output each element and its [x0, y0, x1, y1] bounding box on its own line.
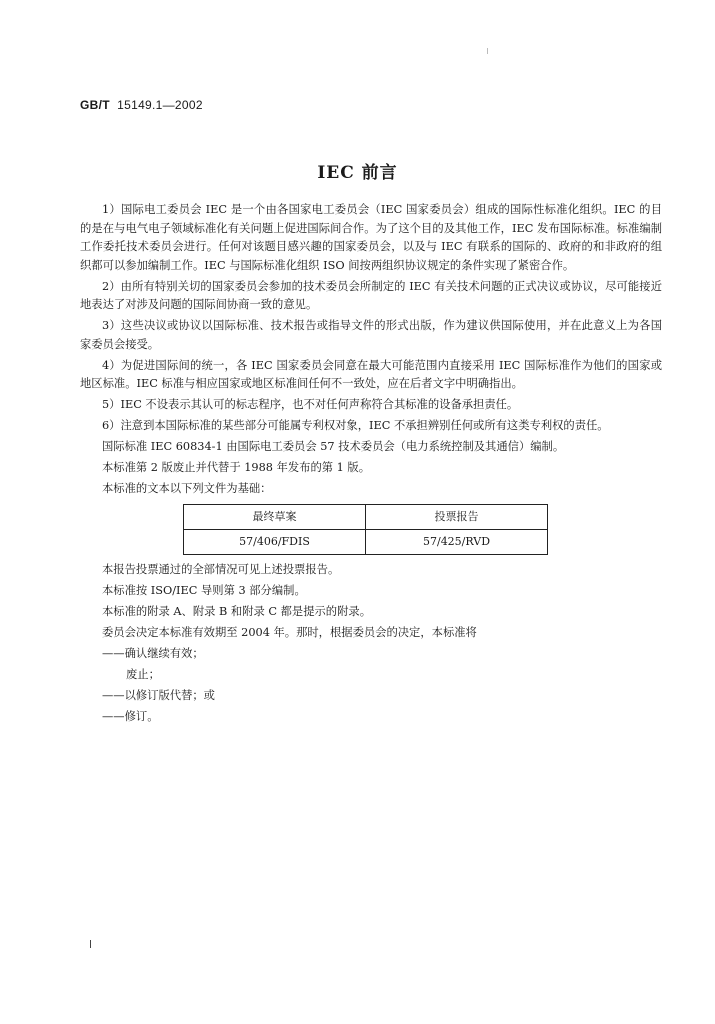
paragraph-3: 3）这些决议或协议以国际标准、技术报告或指导文件的形式出版，作为建议供国际使用，并在此意义上为各国家委员会接受。: [80, 319, 662, 351]
page-title: IEC 前言: [317, 163, 398, 183]
table-header-cell: 投票报告: [366, 505, 548, 530]
table-row: [184, 530, 548, 555]
paragraph-6: 6）注意到本国际标准的某些部分可能属专利权对象，IEC 不承担辨别任何或所有这类专利权的责任。: [102, 419, 609, 433]
paragraph-1: 1）国际电工委员会 IEC 是一个由各国家电工委员会（IEC 国家委员会）组成的国际性标准化组织。IEC 的目的是在与电气电子领域标准化有关问题上促进国际间合作。为了这个目的及其他工作，IEC 发布国际标准。标准编制工作委托技术委员会进行。任何对该题目感兴趣的国家委员会，以及与 IEC 有联系的国际的、政府的和非政府的组织都可以参加编制工作。IEC 与国际标准化组织 ISO 间按两组织协议规定的条件实现了紧密合作。: [80, 203, 662, 272]
standard-number: 15149.1—2002: [117, 98, 203, 112]
option-confirm: ——确认继续有效；: [102, 646, 204, 660]
table-cell: 57/406/FDIS: [184, 530, 366, 555]
table-cell: 57/425/RVD: [366, 530, 548, 555]
paragraph-9: 本标准的文本以下列文件为基础：: [102, 481, 272, 495]
scan-mark: [90, 940, 91, 948]
option-amend: ——修订。: [102, 709, 159, 723]
paragraph-8: 本标准第 2 版废止并代替于 1988 年发布的第 1 版。: [102, 460, 371, 474]
directive-note: 本标准按 ISO/IEC 导则第 3 部分编制。: [102, 584, 306, 598]
table-header-cell: 最终草案: [184, 505, 366, 530]
annex-note: 本标准的附录 A、附录 B 和附录 C 都是提示的附录。: [102, 605, 371, 619]
scan-mark: [487, 48, 488, 54]
option-replace: ——以修订版代替；或: [102, 688, 215, 702]
document-basis-table: [183, 504, 548, 555]
paragraph-2: 2）由所有特别关切的国家委员会参加的技术委员会所制定的 IEC 有关技术问题的正式决议或协议，尽可能接近地表达了对涉及问题的国际间协商一致的意见。: [80, 279, 662, 312]
voting-note: 本报告投票通过的全部情况可见上述投票报告。: [102, 563, 340, 577]
paragraph-5: 5）IEC 不设表示其认可的标志程序，也不对任何声称符合其标准的设备承担责任。: [102, 398, 519, 412]
body-text: [80, 201, 662, 728]
option-abolish: 废止；: [126, 667, 160, 681]
table-header-row: [184, 505, 548, 530]
paragraph-7: 国际标准 IEC 60834-1 由国际电工委员会 57 技术委员会（电力系统控制及其通信）编制。: [102, 439, 565, 453]
standard-code: [80, 98, 203, 112]
validity-note: 委员会决定本标准有效期至 2004 年。那时，根据委员会的决定，本标准将: [102, 625, 477, 639]
paragraph-4: 4）为促进国际间的统一，各 IEC 国家委员会同意在最大可能范围内直接采用 IEC 国际标准作为他们的国家或地区标准。IEC 标准与相应国家或地区标准间任何不一致处，应在后者文字中明确指出。: [80, 358, 662, 391]
standard-prefix: GB/T: [80, 98, 110, 112]
